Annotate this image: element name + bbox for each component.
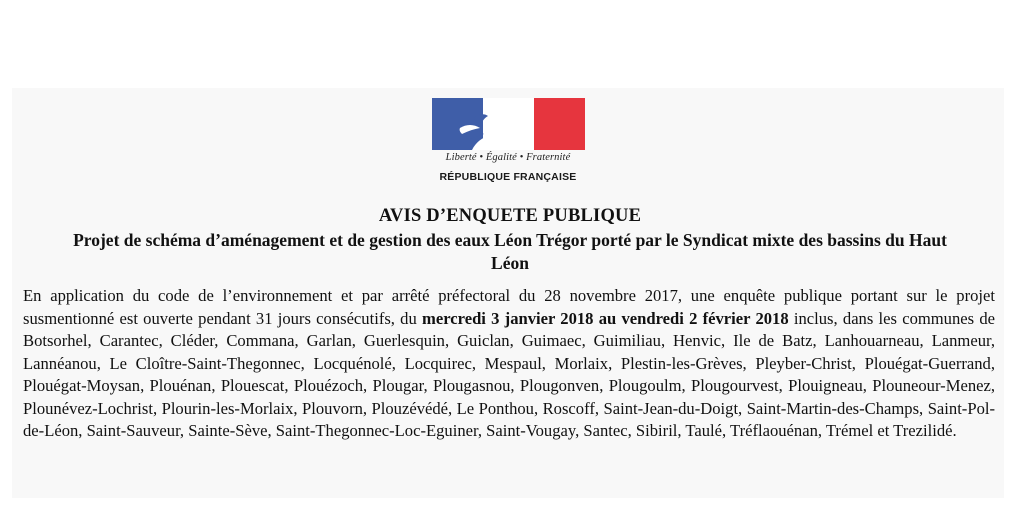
republic-name: RÉPUBLIQUE FRANÇAISE (439, 171, 577, 183)
notice-subtitle: Projet de schéma d’aménagement et de gestion des eaux Léon Trégor porté par le Syndicat mixte des bassins du Haut Léon (73, 230, 947, 273)
body-intro: En application du code de l’environnement et par arrêté préfectoral du 28 novembre 2017, une enquête publique portant sur le projet susmentionné est ouverte pendant 31 jours consécutifs, du (23, 286, 995, 328)
inquiry-dates: mercredi 3 janvier 2018 au vendredi 2 février 2018 (422, 308, 789, 328)
republic-motto: Liberté • Égalité • Fraternité (445, 152, 571, 163)
notice-body (23, 285, 995, 443)
notice-title: AVIS D’ENQUETE PUBLIQUE (378, 206, 642, 226)
marianne-flag-icon (432, 98, 585, 150)
marianne-logo (429, 98, 587, 190)
communes-list: inclus, dans les communes de Botsorhel, Carantec, Cléder, Commana, Garlan, Guerlesquin, Guiclan, Guimaec, Guimiliau, Henvic, Ile de Batz, Lanhouarneau, Lanmeur, Lannéanou, Le Cloître-Saint-Thegonnec, Locquénolé, Locquirec, Mespaul, Morlaix, Plestin-les-Grèves, Pleyber-Christ, Plouégat-Guerrand, Plouégat-Moysan, Plouénan, Plouescat, Plouézoch, Plougar, Plougasnou, Plougonven, Plougoulm, Plougourvest, Plouigneau, Plouneour-Menez, Plounévez-Lochrist, Plourin-les-Morlaix, Plouvorn, Plouzévédé, Le Ponthou, Roscoff, Saint-Jean-du-Doigt, Saint-Martin-des-Champs, Saint-Pol-de-Léon, Saint-Sauveur, Sainte-Sève, Saint-Thegonnec-Loc-Eguiner, Saint-Vougay, Santec, Sibiril, Taulé, Tréflaouénan, Trémel et Trezilidé. (23, 308, 995, 440)
